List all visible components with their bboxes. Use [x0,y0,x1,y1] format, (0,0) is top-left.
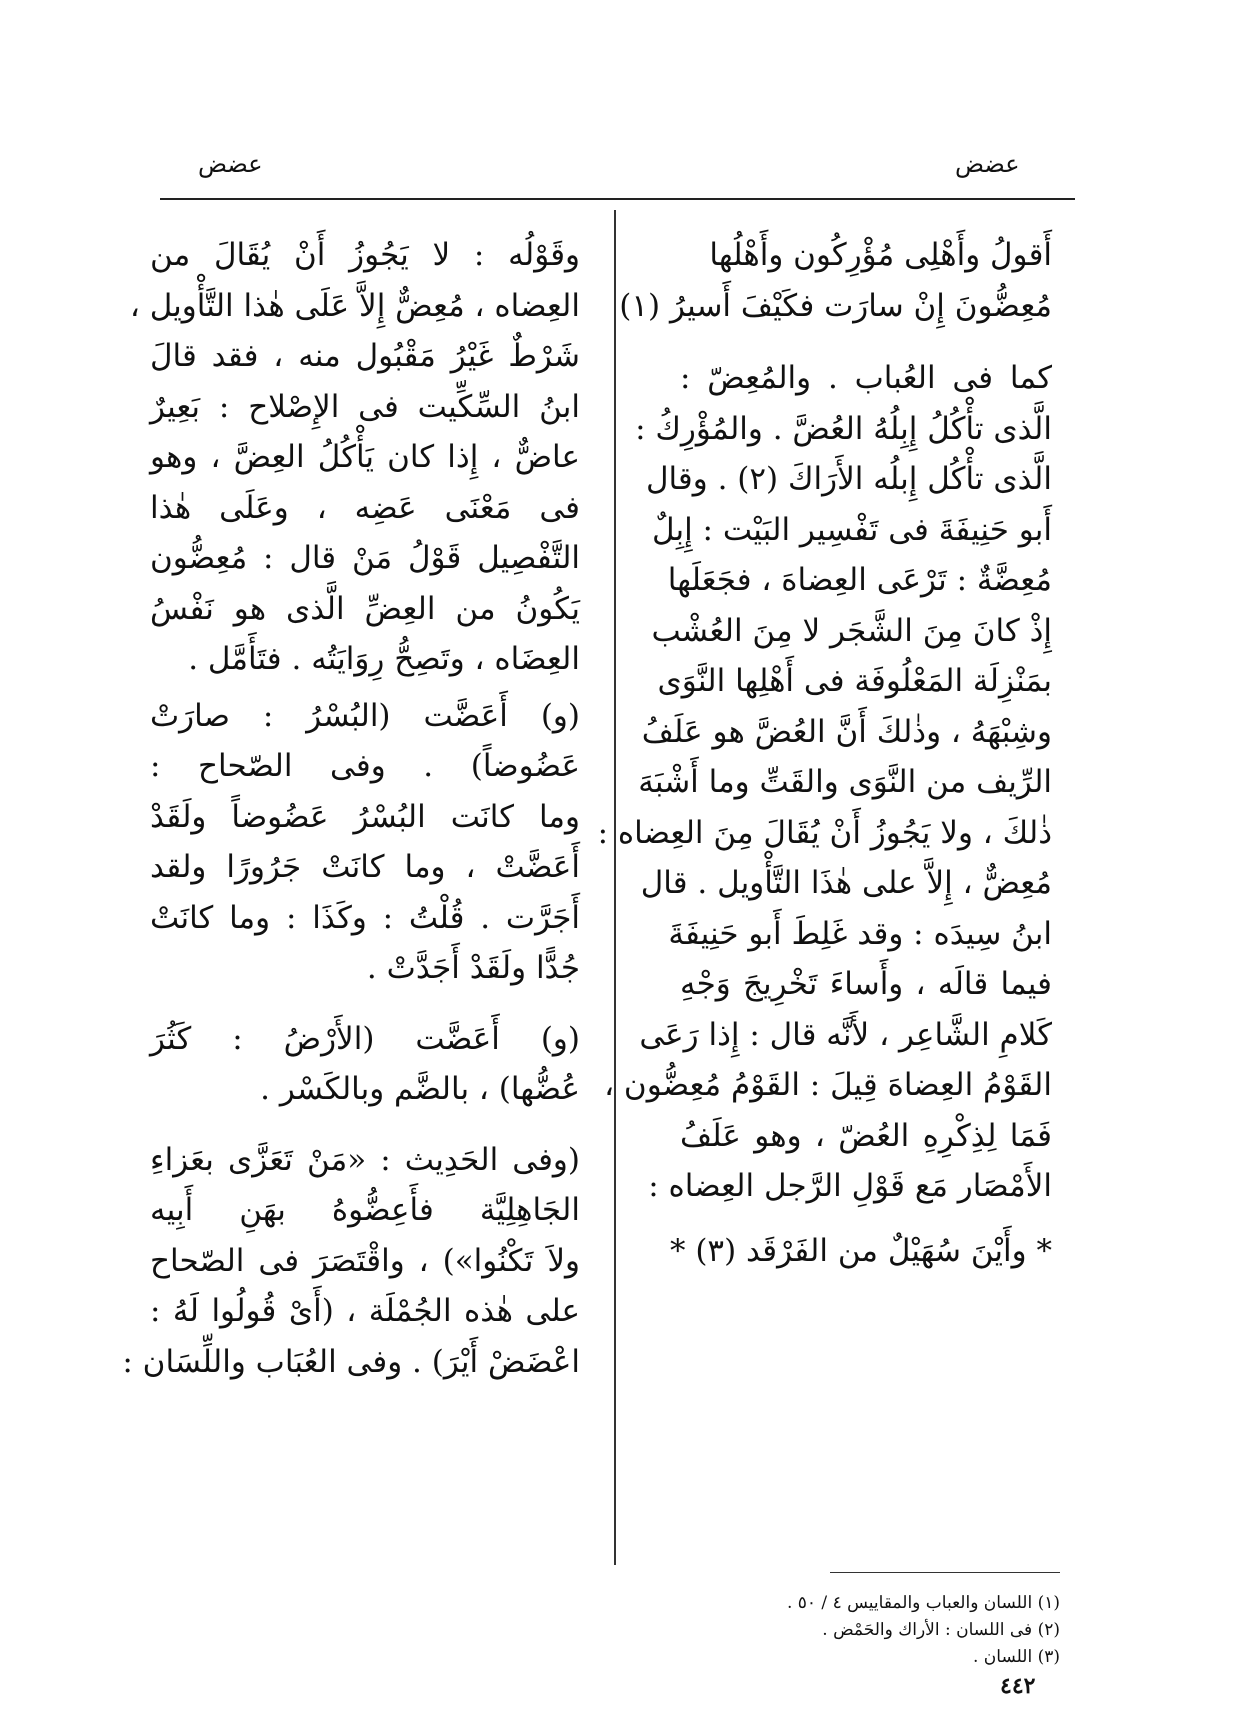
text-line: عُضُّها) ، بالضَّم وبالكَسْر . [260,1071,580,1107]
text-line: عَضُوضاً) . وفى الصّحاح : [150,748,580,784]
text-line: العِضَاه ، وتَصِحُّ رِوَايَتُه . فتَأَمَّل . [188,641,580,677]
column-divider [614,210,616,1565]
right-column [597,230,1052,1276]
footnote: (٣) اللسان . [973,1647,1060,1667]
header-rule [160,198,1075,200]
text-line: وما كانَت البُسْرُ عَضُوضاً ولَقَدْ [150,798,580,835]
text-line: فيما قالَه ، وأَساءَ تَخْرِيجَ وَجْهِ [680,966,1052,1002]
text-line: أَعَضَّتْ ، وما كانَتْ جَرُورًا ولقد [150,849,580,885]
text-line: العِضاه ، مُعِضٌّ إِلاَّ عَلَى هٰذا التَّأْويل ، [129,287,580,324]
text-line: على هٰذه الجُمْلَة ، (أَىْ قُولُوا لَهُ : [150,1293,580,1329]
text-line: الَّذى تأْكُلُ إِبِلُهُ العُضَّ . والمُؤْرِكُ : [635,410,1052,447]
text-line: شَرْطٌ غَيْرُ مَقْبُول منه ، فقد قالَ [150,338,580,374]
text-line: يَكُونُ من العِضِّ الَّذى هو نَفْسُ [150,590,580,627]
text-line: فَمَا لِذِكْرِهِ العُضّ ، وهو عَلَفُ [680,1117,1052,1154]
text-line: التَّفْصِيل قَوْلُ مَنْ قال : مُعِضُّون [150,540,580,576]
text-line: (و) أَعَضَّت (الأَرْضُ : كَثُرَ [150,1020,580,1057]
text-line: كَلامِ الشَّاعِر ، لأَنَّه قال : إِذا رَعَى [639,1016,1052,1053]
verse-gap [680,1212,1052,1226]
footnote: (١) اللسان والعباب والمقاييس ٤ / ٥٠ . [786,1593,1060,1613]
text-line: أَجَرَّت . قُلْتُ : وكَذَا : وما كانَتْ [150,899,580,936]
text-line: ابنُ السِّكِّيت فى الإِصْلاح : بَعِيرٌ [150,388,580,425]
text-line: أَبو حَنِيفَةَ فى تَفْسِير البَيْت : إِبِلٌ [651,511,1052,548]
verse-line: أَقولُ وأَهْلِى مُؤْرِكُون وأَهْلُها [709,237,1052,273]
verse-line: * وأَيْنَ سُهَيْلٌ من الفَرْقَد (٣) * [669,1232,1052,1269]
text-line: الرِّيف من النَّوَى والقَتِّ وما أَشْبَهَ [638,764,1052,800]
text-line: مُعِضٌّ ، إِلاَّ على هٰذَا التَّأْويل . قال [640,865,1052,901]
text-line: ذٰلكَ ، ولا يَجُوزُ أَنْ يُقَالَ مِنَ العِضاه : [597,814,1052,851]
running-head-left: عضض [198,150,263,178]
verse-gap [680,331,1052,353]
text-line: فى مَعْنَى عَضِه ، وعَلَى هٰذا [150,489,580,526]
text-line: عاضٌّ ، إِذا كان يَأْكُلُ العِضَّ ، وهو [150,439,580,475]
text-line: ابنُ سِيدَه : وقد غَلِطَ أَبو حَنِيفَةَ [668,915,1052,952]
footnote-rule [830,1572,1060,1573]
text-line: بمَنْزِلَة المَعْلُوفَة فى أَهْلِها النَّوَى [657,663,1052,699]
paragraph-gap [150,994,580,1014]
text-line: اعْضَضْ أَيْرَ) . وفى العُبَاب واللِّسَان : [122,1343,580,1380]
text-line: وشِبْهَهُ ، وذٰلكَ أَنَّ العُضَّ هو عَلَفُ [641,713,1052,750]
text-line: (وفى الحَدِيث : «مَنْ تَعَزَّى بعَزاءِ [150,1141,580,1178]
text-line: جُدًّا ولَقَدْ أَجَدَّتْ . [366,950,580,986]
text-line: الَّذى تأْكُل إِبلُه الأَرَاكَ (٢) . وقال [645,461,1052,497]
text-line: الجَاهِلِيَّة فأَعِضُّوهُ بهَنِ أَبِيه [150,1192,580,1228]
text-line: وقَوْلُه : لا يَجُوزُ أَنْ يُقَالَ من [150,237,580,273]
footnotes [760,1590,1060,1671]
text-line: كما فى العُباب . والمُعِضّ : [680,360,1052,396]
text-line: ولاَ تَكْنُوا») ، واقْتَصَرَ فى الصّحاح [150,1242,580,1279]
text-line: الأَمْصَار مَع قَوْلِ الرَّجل العِضاه : [648,1168,1052,1204]
text-line: القَوْمُ العِضاهَ قِيلَ : القَوْمُ مُعِضُّون ، [604,1067,1052,1103]
text-line: (و) أَعَضَّت (البُسْرُ : صارَتْ [150,697,580,734]
paragraph-gap [150,1115,580,1135]
text-line: مُعِضَّةٌ : تَرْعَى العِضاهَ ، فجَعَلَها [667,562,1052,598]
running-head-right: عضض [955,150,1020,178]
text-line: إِذْ كانَ مِنَ الشَّجَر لا مِنَ العُشْب [651,612,1052,649]
left-column [122,230,580,1387]
verse-line: مُعِضُّونَ إِنْ سارَت فكَيْفَ أَسيرُ (١) [619,287,1052,324]
page-number: ٤٤٢ [1000,1673,1036,1699]
footnote: (٢) فى اللسان : الأراك والحَمْض . [822,1620,1060,1640]
